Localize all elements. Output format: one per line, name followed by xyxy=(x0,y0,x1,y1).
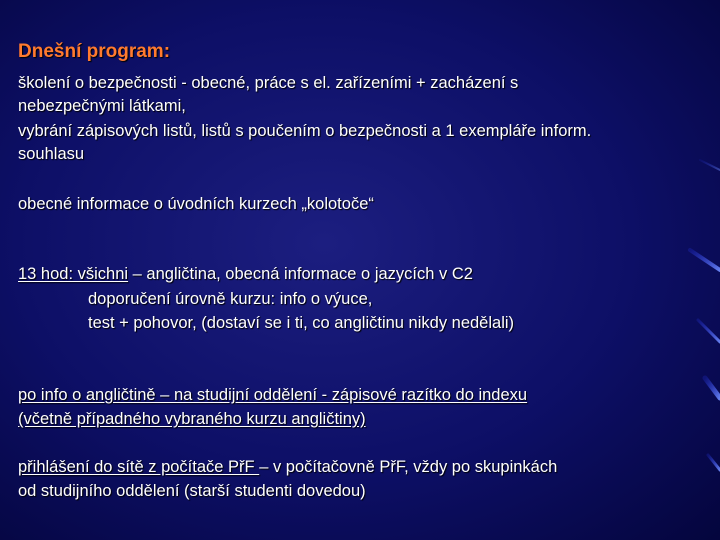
english-line-3: test + pohovor, (dostaví se i ti, co angličtinu nikdy nedělali) xyxy=(88,314,515,332)
training-line-3: vybrání zápisových listů, listů s poučením o bezpečnosti a 1 exempláře inform. xyxy=(18,122,592,140)
english-time-label: 13 hod: všichni xyxy=(18,265,129,283)
network-line-2: od studijního oddělení (starší studenti dovedou) xyxy=(18,482,366,500)
network-line-1-rest: – v počítačovně PřF, vždy po skupinkách xyxy=(259,458,558,476)
english-line-1 xyxy=(18,264,473,284)
training-line-4: souhlasu xyxy=(18,145,85,163)
study-office-line-1: po info o angličtině – na studijní oddělení - zápisové razítko do indexu xyxy=(18,386,528,404)
english-line-1-rest: – angličtina, obecná informace o jazycích v C2 xyxy=(128,265,473,283)
training-line-1: školení o bezpečnosti - obecné, práce s el. zařízeními + zacházení s xyxy=(18,74,519,92)
study-office-line-2: (včetně případného vybraného kurzu angličtiny) xyxy=(18,410,366,428)
english-line-2: doporučení úrovně kurzu: info o výuce, xyxy=(88,290,373,308)
network-login-label: přihlášení do sítě z počítače PřF xyxy=(18,458,260,476)
slide-title: Dnešní program: xyxy=(18,41,171,62)
network-line-1 xyxy=(18,457,557,477)
training-line-2: nebezpečnými látkami, xyxy=(18,97,186,115)
decorative-light-streaks xyxy=(660,0,720,540)
courses-info-line: obecné informace o úvodních kurzech „kolotoče“ xyxy=(18,195,374,213)
